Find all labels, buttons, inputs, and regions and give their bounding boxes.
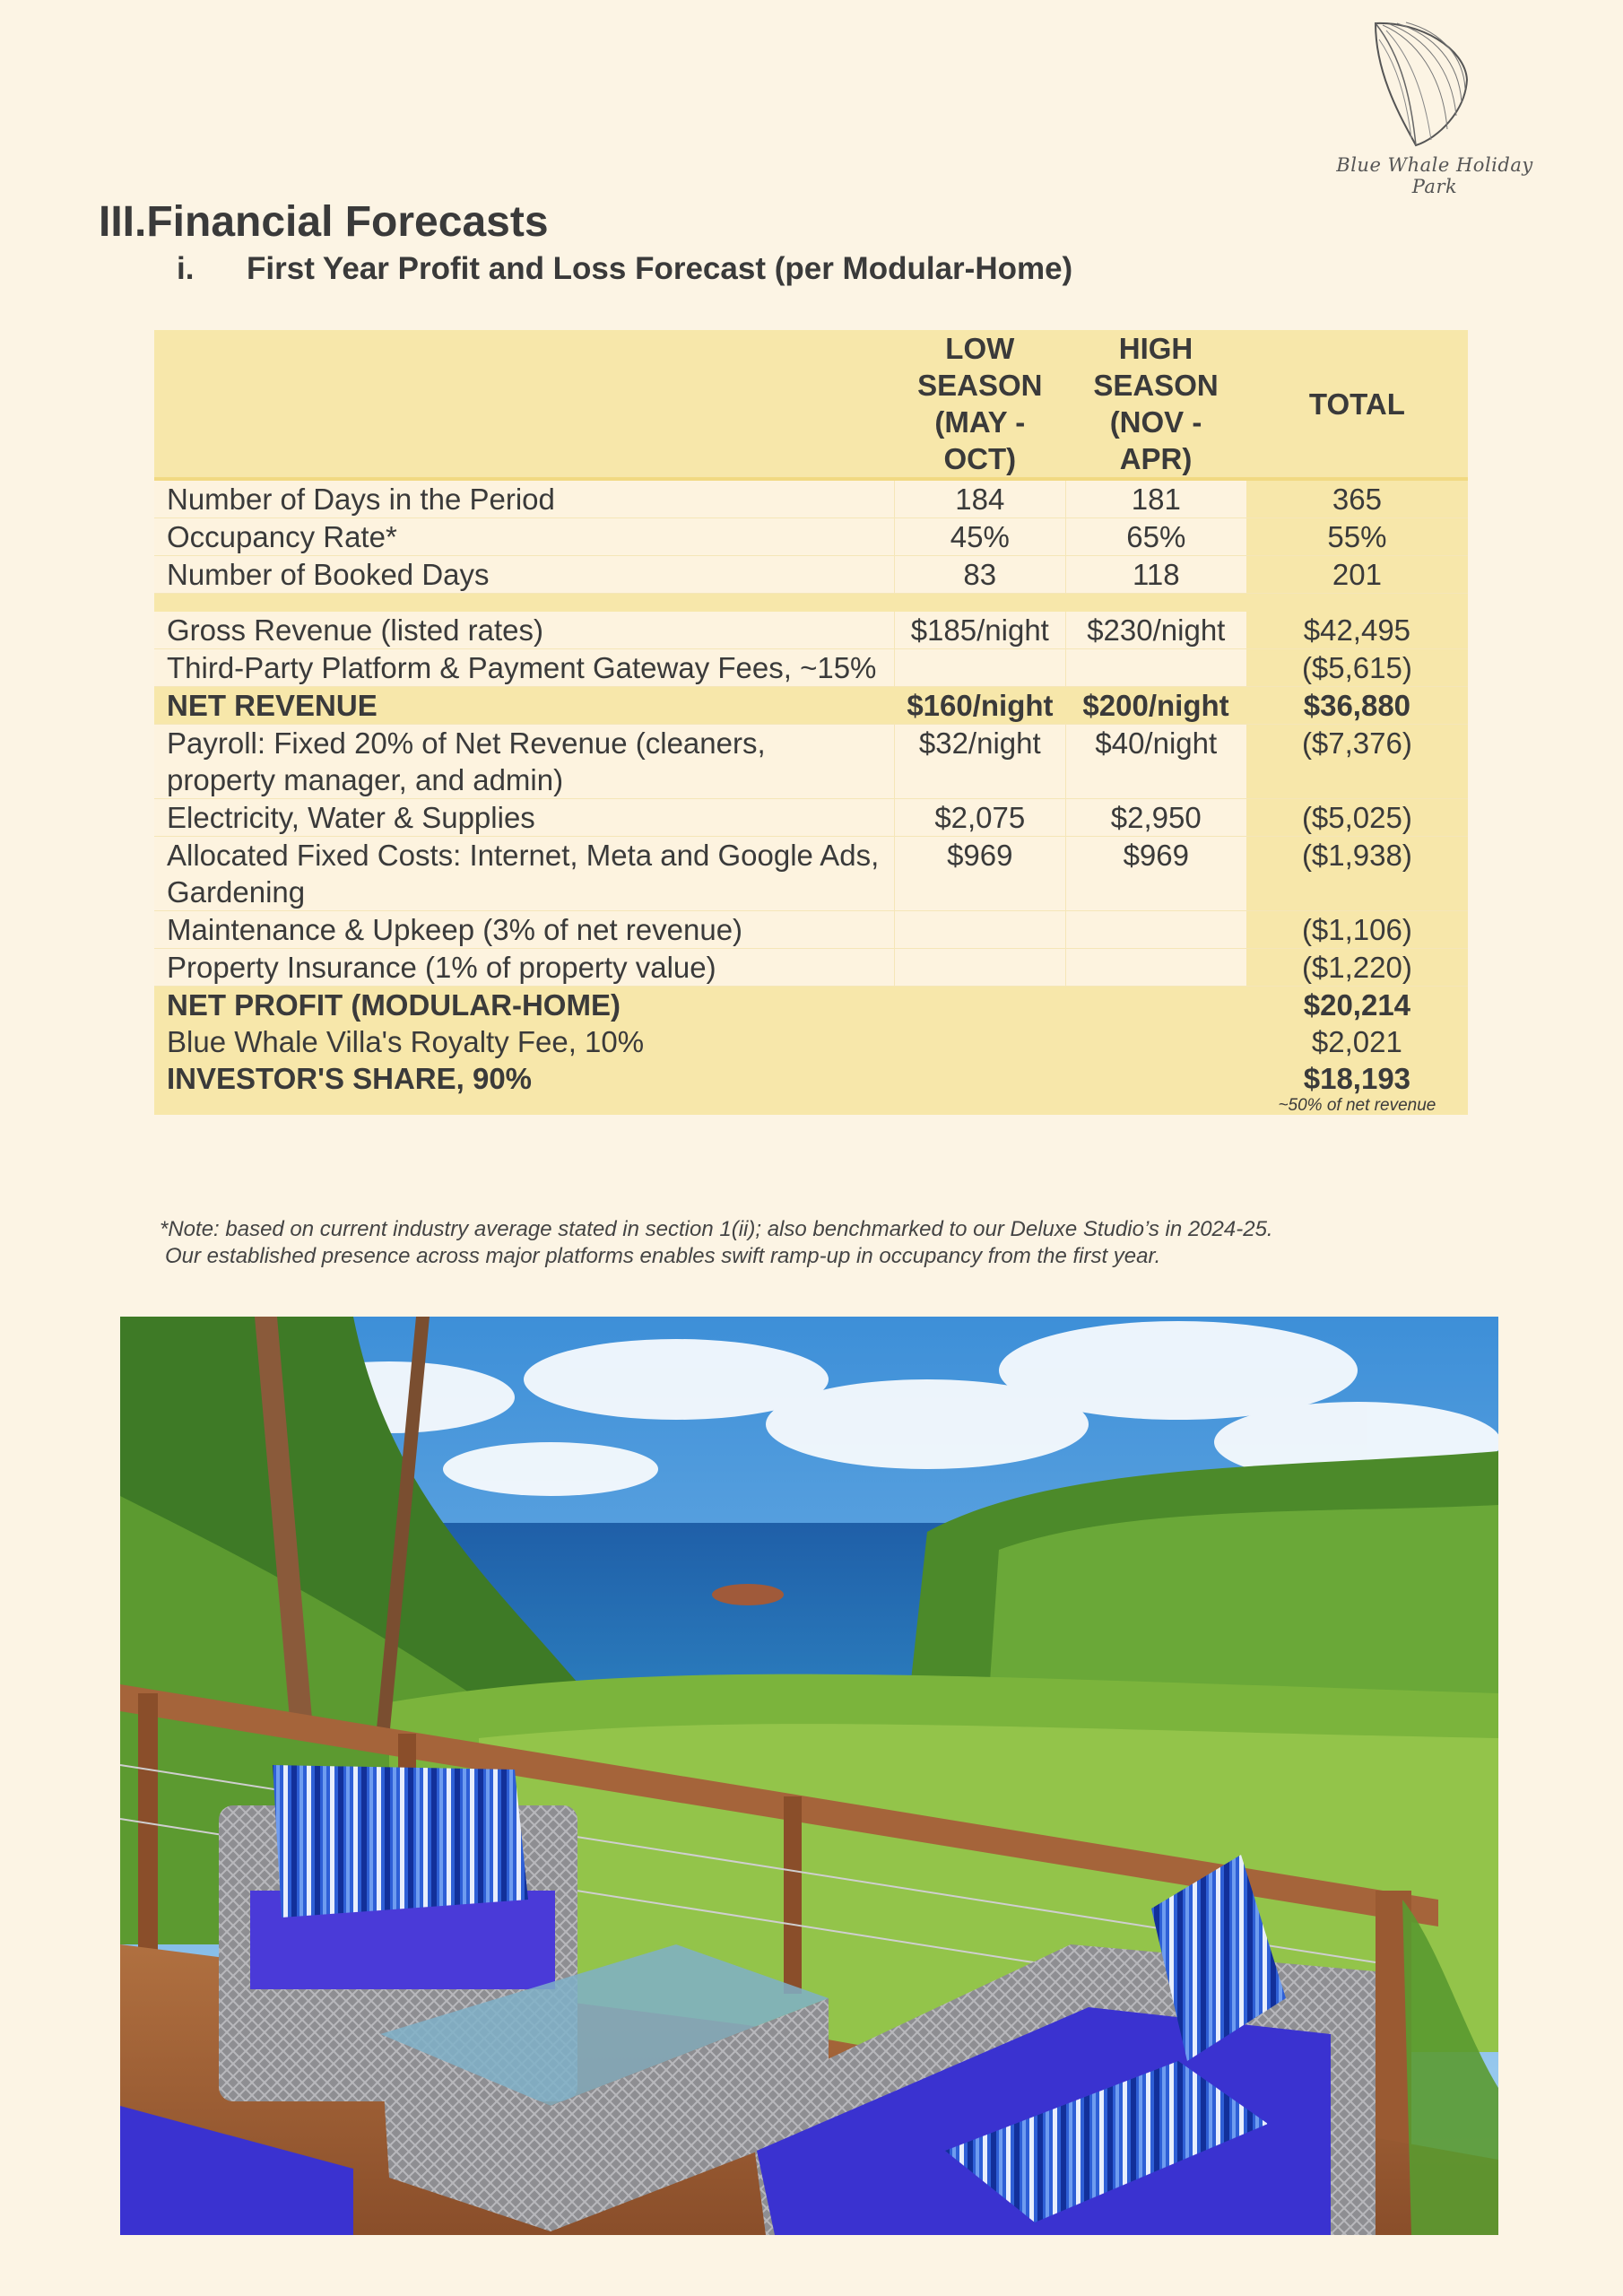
- table-row: [154, 911, 1468, 949]
- row-high: $230/night: [1065, 612, 1246, 649]
- row-low: [894, 949, 1065, 987]
- row-low: $2,075: [894, 799, 1065, 837]
- header-low-season: LOW SEASON (MAY - OCT): [894, 330, 1065, 479]
- row-low: $185/night: [894, 612, 1065, 649]
- table-row: [154, 556, 1468, 594]
- royalty-row: [154, 1023, 1468, 1060]
- footnote-line-1: *Note: based on current industry average stated in section 1(ii); also benchmarked to our Deluxe Studio’s in 2024-25.: [160, 1217, 1273, 1241]
- table-row: [154, 518, 1468, 556]
- row-low: $160/night: [894, 687, 1065, 725]
- row-label: Electricity, Water & Supplies: [154, 799, 894, 837]
- footnote-line-2: Our established presence across major platforms enables swift ramp-up in occupancy from the first year.: [165, 1244, 1161, 1268]
- subsection-number: i.: [177, 251, 195, 286]
- row-total: 201: [1246, 556, 1468, 594]
- profit-loss-table: [154, 330, 1468, 1115]
- row-label: Blue Whale Villa's Royalty Fee, 10%: [154, 1023, 894, 1060]
- row-total: $20,214: [1246, 987, 1468, 1024]
- row-label: Gross Revenue (listed rates): [154, 612, 894, 649]
- header-label-cell: [154, 330, 894, 479]
- row-label: INVESTOR'S SHARE, 90%: [154, 1060, 894, 1115]
- row-low: [894, 911, 1065, 949]
- row-total: 365: [1246, 479, 1468, 518]
- row-label: Payroll: Fixed 20% of Net Revenue (cleaners, property manager, and admin): [154, 725, 894, 799]
- balcony-ocean-photo: [120, 1317, 1498, 2235]
- header-high-season: HIGH SEASON (NOV - APR): [1065, 330, 1246, 479]
- row-label: NET REVENUE: [154, 687, 894, 725]
- row-high: [1065, 949, 1246, 987]
- row-label: Occupancy Rate*: [154, 518, 894, 556]
- row-high: [1065, 911, 1246, 949]
- row-high: $40/night: [1065, 725, 1246, 799]
- net-profit-row: [154, 987, 1468, 1024]
- row-high: 65%: [1065, 518, 1246, 556]
- table-row: [154, 479, 1468, 518]
- row-high: 118: [1065, 556, 1246, 594]
- row-high: $200/night: [1065, 687, 1246, 725]
- row-total: $42,495: [1246, 612, 1468, 649]
- row-high: $969: [1065, 837, 1246, 911]
- row-low: $32/night: [894, 725, 1065, 799]
- row-total: ($1,938): [1246, 837, 1468, 911]
- row-total: $2,021: [1246, 1023, 1468, 1060]
- row-high: $2,950: [1065, 799, 1246, 837]
- table-row: [154, 649, 1468, 687]
- net-revenue-row: [154, 687, 1468, 725]
- row-label: NET PROFIT (MODULAR-HOME): [154, 987, 894, 1024]
- logo-wordmark: Blue Whale Holiday Park: [1336, 154, 1533, 197]
- row-total: $18,193 ~50% of net revenue: [1246, 1060, 1468, 1115]
- table-row: [154, 725, 1468, 799]
- table-row: [154, 612, 1468, 649]
- header-total: TOTAL: [1246, 330, 1468, 479]
- table-spacer: [154, 594, 1468, 613]
- row-low: [894, 649, 1065, 687]
- table-row: [154, 799, 1468, 837]
- row-total: ($7,376): [1246, 725, 1468, 799]
- row-low: 45%: [894, 518, 1065, 556]
- footnote: [160, 1216, 1273, 1270]
- section-title: III.Financial Forecasts: [99, 198, 549, 246]
- table-row: [154, 949, 1468, 987]
- table-row: [154, 837, 1468, 911]
- row-label: Property Insurance (1% of property value): [154, 949, 894, 987]
- row-total: $36,880: [1246, 687, 1468, 725]
- net-revenue-subnote: ~50% of net revenue: [1278, 1096, 1436, 1115]
- row-total: ($1,220): [1246, 949, 1468, 987]
- row-total: ($1,106): [1246, 911, 1468, 949]
- row-low: 83: [894, 556, 1065, 594]
- row-low: 184: [894, 479, 1065, 518]
- row-high: 181: [1065, 479, 1246, 518]
- row-total: 55%: [1246, 518, 1468, 556]
- row-total: ($5,025): [1246, 799, 1468, 837]
- row-label: Allocated Fixed Costs: Internet, Meta and Google Ads, Gardening: [154, 837, 894, 911]
- subsection-text: First Year Profit and Loss Forecast (per Modular-Home): [247, 251, 1073, 286]
- shell-leaf-icon: [1367, 13, 1474, 147]
- brand-logo: [1327, 13, 1542, 197]
- row-high: [1065, 649, 1246, 687]
- table-header: [154, 330, 1468, 479]
- row-label: Maintenance & Upkeep (3% of net revenue): [154, 911, 894, 949]
- investor-share-row: [154, 1060, 1468, 1115]
- row-label: Number of Booked Days: [154, 556, 894, 594]
- row-label: Number of Days in the Period: [154, 479, 894, 518]
- row-total: ($5,615): [1246, 649, 1468, 687]
- row-label: Third-Party Platform & Payment Gateway Fees, ~15%: [154, 649, 894, 687]
- subsection-title: [177, 251, 1072, 287]
- row-low: $969: [894, 837, 1065, 911]
